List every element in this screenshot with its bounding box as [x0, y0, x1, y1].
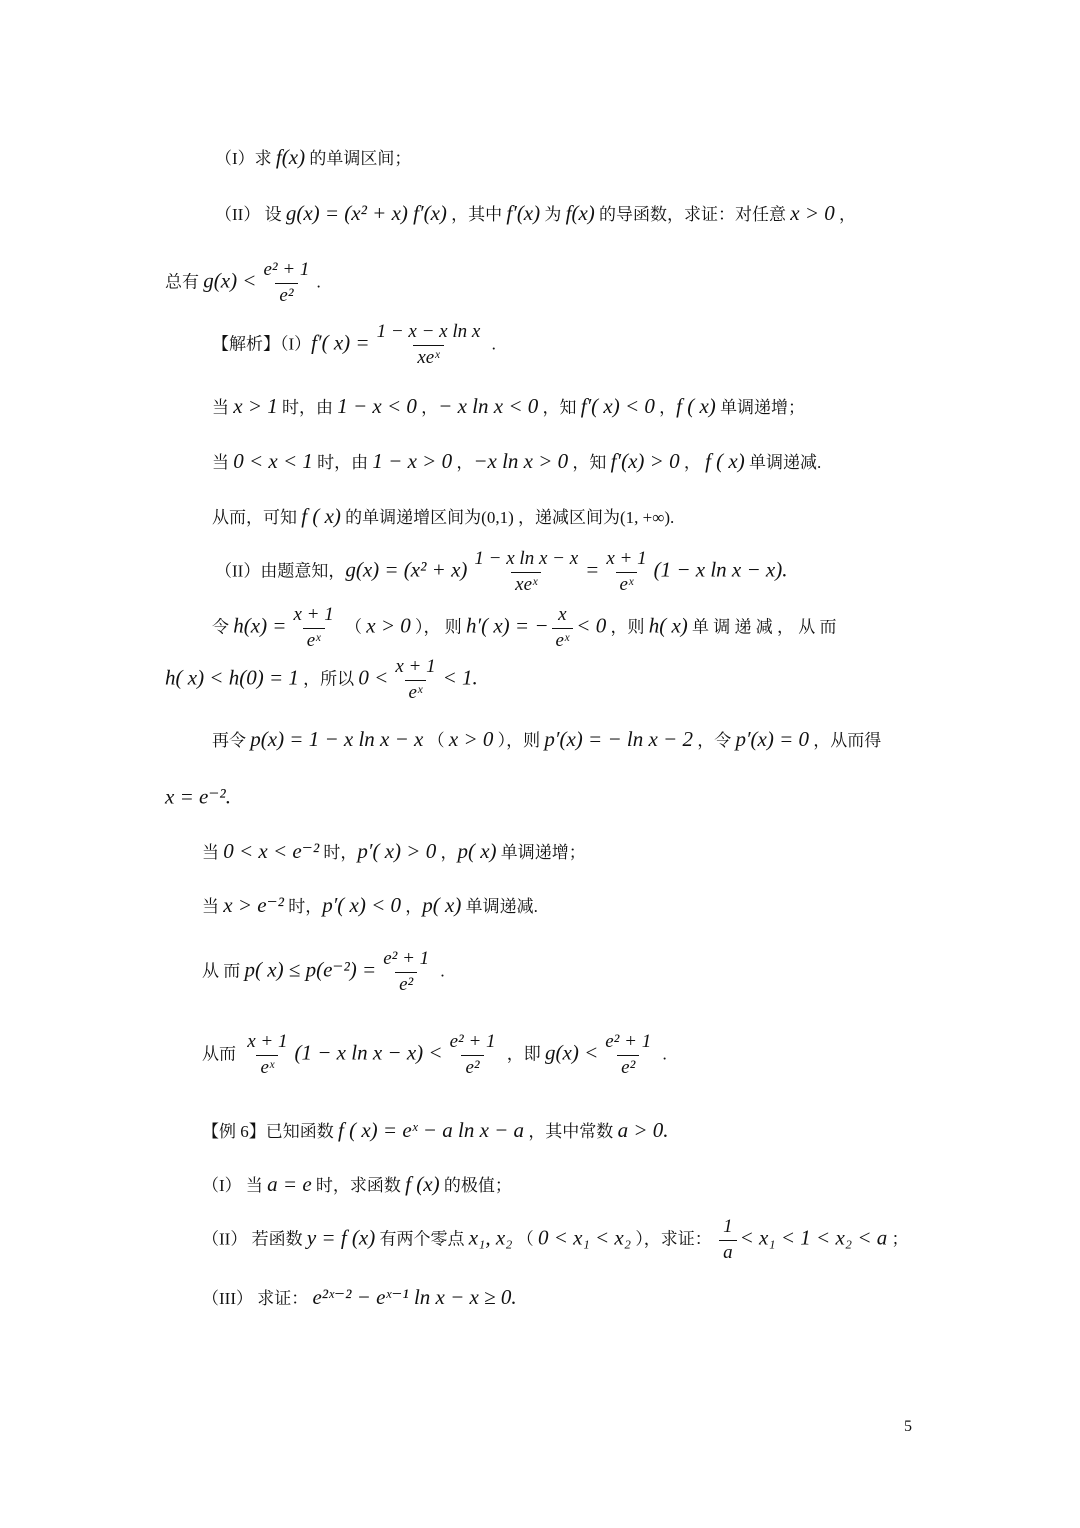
text-line — [202, 1170, 512, 1200]
math-expression: g(x) = (x² + x) — [345, 557, 468, 582]
text-run: ，知 — [568, 453, 611, 472]
fraction-denominator: eˣ — [303, 628, 325, 652]
math-expression: x = e⁻². — [165, 784, 231, 809]
math-expression: f ( x) = eˣ − a ln x − a — [338, 1118, 525, 1142]
text-line — [202, 891, 538, 921]
fraction-denominator: a — [719, 1240, 737, 1264]
fraction — [552, 604, 574, 652]
text-run: ，即 — [502, 1044, 546, 1064]
text-line — [202, 1283, 517, 1313]
fraction-denominator: eˣ — [256, 1055, 278, 1079]
text-line — [212, 725, 881, 755]
text-run: 时， — [283, 897, 323, 916]
text-run: ，令 — [692, 731, 736, 750]
math-expression: < x₁ < 1 < x₂ < a — [739, 1225, 888, 1250]
page-number: 5 — [904, 1418, 912, 1435]
text-run: 【解析】（I） — [212, 334, 312, 354]
fraction — [391, 656, 439, 704]
fraction-numerator: x + 1 — [395, 656, 436, 677]
text-run: 单 调 递 减 ， 从 而 — [687, 617, 837, 637]
text-run: ，从而得 — [809, 731, 882, 750]
fraction-numerator: e² + 1 — [605, 1031, 652, 1052]
text-run: 时， — [319, 843, 358, 862]
text-run: （I）求 — [215, 149, 276, 168]
math-expression: h(x) = — [233, 613, 287, 638]
fraction-denominator: e² — [275, 283, 297, 307]
text-line — [215, 143, 411, 173]
math-expression: −x ln x > 0 — [473, 449, 569, 473]
text-run: （I） 当 — [202, 1176, 268, 1195]
text-line — [202, 1216, 909, 1264]
text-run: 当 — [202, 843, 224, 862]
math-expression: a = e — [267, 1172, 312, 1196]
math-expression: f ( x) — [676, 394, 716, 418]
math-expression: (1 − x ln x − x). — [653, 557, 788, 582]
math-expression: x > e⁻² — [223, 893, 284, 917]
math-expression: x₁, x₂ — [468, 1225, 513, 1250]
math-expression: g(x) < — [203, 268, 257, 293]
math-expression: p( x) ≤ p(e⁻²) = — [244, 957, 377, 982]
text-run: . — [316, 272, 321, 292]
math-expression: p(x) = 1 − x ln x − x — [250, 727, 424, 751]
text-line — [212, 604, 837, 652]
fraction-denominator: eˣ — [552, 628, 574, 652]
math-expression: x > 0 — [448, 727, 494, 751]
text-run: 令 — [212, 617, 234, 637]
math-expression: p′( x) < 0 — [322, 893, 402, 917]
text-run: 从而 — [202, 1044, 241, 1064]
fraction — [243, 1031, 291, 1079]
math-expression: f ( x) — [301, 504, 341, 528]
text-run: ，所以 — [298, 669, 359, 689]
text-run: ， — [416, 398, 439, 417]
text-run: 的导函数，求证：对任意 — [594, 205, 791, 224]
math-expression: f(x) — [275, 145, 306, 169]
math-expression: p′(x) = 0 — [735, 727, 810, 751]
math-expression: x > 0 — [790, 201, 835, 225]
text-run: 单调递增； — [496, 843, 586, 862]
text-run: . — [658, 1044, 667, 1064]
text-line — [202, 948, 445, 996]
math-expression: p′( x) > 0 — [357, 839, 437, 863]
text-run: ， — [679, 453, 706, 472]
math-expression: 0 < x < 1 — [233, 449, 313, 473]
math-expression: a > 0. — [617, 1118, 669, 1142]
text-run: ，则 — [606, 617, 649, 637]
math-expression: < 0 — [576, 613, 607, 638]
fraction — [601, 1031, 655, 1079]
math-expression: e²ˣ⁻² − eˣ⁻¹ ln x − x ≥ 0. — [312, 1285, 517, 1309]
text-run: （ — [423, 731, 449, 750]
math-expression: f(x) — [565, 201, 595, 225]
fraction-numerator: 1 − x − x ln x — [376, 321, 481, 342]
math-expression: 1 − x < 0 — [337, 394, 417, 418]
text-run: ； — [887, 1229, 909, 1249]
text-run: 总有 — [165, 272, 204, 292]
math-expression: x > 0 — [366, 613, 411, 638]
math-expression: 0 < x₁ < x₂ — [537, 1225, 632, 1250]
math-expression: f (x) — [405, 1172, 440, 1196]
text-run: . — [436, 961, 445, 981]
text-line — [165, 783, 231, 812]
text-line — [212, 502, 674, 532]
text-run: ， — [436, 843, 458, 862]
text-run: 从 而 — [202, 961, 245, 981]
text-run: ， — [401, 897, 423, 916]
math-expression: f′(x) — [506, 201, 541, 225]
text-run: ， — [452, 453, 474, 472]
text-run: . — [487, 334, 496, 354]
text-line — [212, 447, 821, 477]
math-expression: 0 < — [358, 665, 389, 690]
math-expression: y = f (x) — [306, 1225, 376, 1250]
math-expression: = — [585, 557, 600, 582]
text-line — [212, 392, 805, 422]
text-run: 当 — [212, 398, 234, 417]
math-expression: p′(x) = − ln x − 2 — [544, 727, 693, 751]
text-run: 有两个零点 — [375, 1229, 469, 1249]
fraction-numerator: x + 1 — [247, 1031, 288, 1052]
text-line — [165, 656, 478, 704]
text-run: 的极值； — [439, 1176, 512, 1195]
text-run: 【例 6】已知函数 — [202, 1122, 338, 1141]
math-expression: f′(x) > 0 — [610, 449, 680, 473]
text-run: ，其中常数 — [524, 1122, 618, 1141]
math-expression: p( x) — [422, 893, 462, 917]
math-expression: h( x) — [648, 613, 688, 638]
fraction-numerator: 1 − x ln x − x — [474, 548, 579, 569]
text-run: ， — [654, 398, 677, 417]
fraction-denominator: e² — [461, 1055, 483, 1079]
fraction-denominator: eˣ — [405, 680, 427, 704]
math-expression: f′( x) < 0 — [580, 394, 655, 418]
text-run: 当 — [202, 897, 224, 916]
fraction-denominator: eˣ — [616, 572, 638, 596]
text-run: 再令 — [212, 731, 251, 750]
text-run: ），求证： — [631, 1229, 717, 1249]
fraction-denominator: xeˣ — [413, 345, 443, 369]
math-expression: − x ln x < 0 — [438, 394, 539, 418]
math-expression: h′( x) = − — [466, 613, 549, 638]
text-run: 时，由 — [277, 398, 338, 417]
math-expression: h( x) < h(0) = 1 — [165, 665, 299, 690]
text-run: （ — [340, 617, 367, 637]
text-run: 当 — [212, 453, 234, 472]
text-run: 从而，可知 — [212, 508, 302, 527]
fraction-numerator: 1 — [723, 1216, 733, 1237]
math-expression: < 1. — [442, 665, 478, 690]
text-run: ，知 — [538, 398, 581, 417]
text-run: 为 — [540, 205, 566, 224]
fraction-numerator: x + 1 — [293, 604, 334, 625]
math-expression: f ( x) — [705, 449, 745, 473]
text-run: （III） 求证： — [202, 1289, 313, 1308]
fraction-denominator: xeˣ — [511, 572, 541, 596]
text-run: （II）由题意知， — [215, 561, 346, 581]
fraction — [373, 321, 485, 369]
fraction — [446, 1031, 500, 1079]
text-run: 单调递减. — [744, 453, 822, 472]
text-run: （II） 设 — [215, 205, 286, 224]
text-run: （ — [512, 1229, 538, 1249]
math-expression: (1 − x ln x − x) < — [294, 1040, 443, 1065]
text-line — [215, 548, 787, 596]
math-expression: x > 1 — [233, 394, 278, 418]
fraction — [289, 604, 337, 652]
fraction-numerator: e² + 1 — [263, 259, 310, 280]
text-run: 时，求函数 — [311, 1176, 406, 1195]
text-run: 单调递增； — [715, 398, 806, 417]
fraction — [470, 548, 582, 596]
math-expression: 0 < x < e⁻² — [223, 839, 320, 863]
fraction-numerator: e² + 1 — [449, 1031, 496, 1052]
text-line — [212, 321, 496, 369]
text-run: ），则 — [493, 731, 545, 750]
text-run: 单调递减. — [461, 897, 538, 916]
text-line — [202, 1116, 668, 1146]
text-line — [215, 199, 856, 229]
fraction — [602, 548, 650, 596]
math-expression: 1 − x > 0 — [372, 449, 453, 473]
text-line — [202, 1031, 667, 1079]
fraction-numerator: x — [558, 604, 567, 625]
math-expression: f′( x) = — [311, 330, 370, 355]
math-expression: g(x) < — [545, 1040, 599, 1065]
text-run: 的单调区间； — [305, 149, 412, 168]
text-run: ， — [834, 205, 857, 224]
text-run: （II） 若函数 — [202, 1229, 307, 1249]
fraction-numerator: e² + 1 — [383, 948, 430, 969]
text-run: ）， 则 — [410, 617, 466, 637]
text-line — [165, 259, 321, 307]
fraction — [379, 948, 433, 996]
text-line — [202, 837, 586, 867]
fraction-denominator: e² — [395, 972, 417, 996]
fraction-denominator: e² — [617, 1055, 639, 1079]
fraction-numerator: x + 1 — [606, 548, 647, 569]
text-run: 的单调递增区间为(0,1) ，递减区间为(1, +∞). — [340, 508, 675, 527]
text-run: 时，由 — [312, 453, 373, 472]
math-expression: g(x) = (x² + x) f′(x) — [285, 201, 447, 225]
fraction — [259, 259, 313, 307]
text-run: ，其中 — [446, 205, 507, 224]
fraction — [719, 1216, 737, 1264]
math-expression: p( x) — [457, 839, 497, 863]
